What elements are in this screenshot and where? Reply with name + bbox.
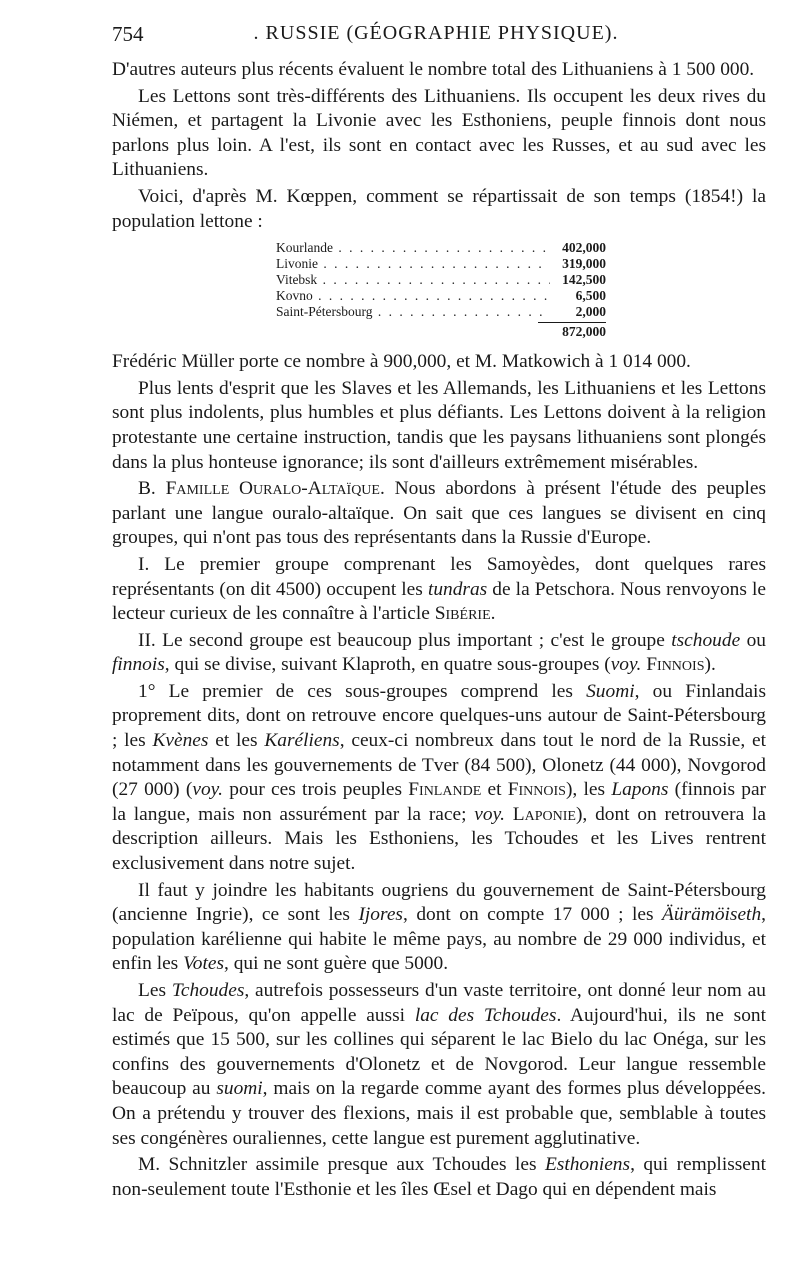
row-label: Vitebsk . . . — [276, 272, 550, 288]
row-value: 6,500 — [575, 288, 606, 304]
row-value: 142,500 — [562, 272, 606, 288]
table-row — [276, 304, 606, 320]
running-header — [112, 22, 760, 50]
text-body — [112, 58, 766, 1204]
population-table — [276, 240, 606, 340]
row-label: Kourlande . . . — [276, 240, 550, 256]
paragraph-ouralo-altaique: B. Famille Ouralo-Altaïque. Nous abordons à présent l'étude des peuples parlant une langue ouralo-altaïque. On sait que ces langues se divisent en cinq groupes, qui n'ont pas tous des représentants dans la Russie d'Europe. — [112, 478, 767, 549]
table-row — [276, 288, 606, 304]
paragraph-character: Plus lents d'esprit que les Slaves et les Allemands, les Lithuaniens et les Lettons sont plus indolents, plus humbles et plus défiants. Les Lettons doivent à la religion protestante une certaine instruction, tandis que les paysans lithuaniens sont plongés dans la plus honteuse ignorance; ils sont d'ailleurs extrêmement misérables. — [112, 377, 766, 473]
paragraph-lithuanian-estimate: D'autres auteurs plus récents évaluent le nombre total des Lithuaniens à 1 500 000. — [112, 59, 755, 80]
paragraph-subgroup-one: 1° Le premier de ces sous-groupes comprend les Suomi, ou Finlandais proprement dits, dont on retrouve encore quelques-uns autour de Saint-Pétersbourg ; les Kvènes et les Karéliens, ceux-ci nombreux dans tout le nord de la Russie, et notamment dans les gouvernements de Tver (84 500), Olonetz (44 000), Novgorod (27 000) (voy. pour ces trois peuples Finlande et Finnois), les Lapons (finnois par la langue, mais non assurément par la race; voy. Laponie), dont on retrouvera la description ailleurs. Mais les Esthoniens, les Tchoudes et les Lives rentrent exclusivement dans notre sujet. — [112, 680, 767, 875]
table-total: 872,000 — [562, 324, 606, 340]
running-title: . RUSSIE (GÉOGRAPHIE PHYSIQUE). — [253, 22, 619, 44]
row-value: 2,000 — [575, 304, 606, 320]
paragraph-koeppen: Voici, d'après M. Kœppen, comment se répartissait de son temps (1854!) la population lettone : — [112, 185, 766, 232]
row-label: Livonie . . . — [276, 256, 550, 272]
paragraph-group-one: I. Le premier groupe comprenant les Samoyèdes, dont quelques rares représentants (on dit 4500) occupent les tundras de la Petschora. Nous renvoyons le lecteur curieux de les connaître à l'article Sibérie. — [112, 553, 766, 625]
table-row — [276, 256, 606, 272]
section-heading: B. Famille Ouralo-Altaïque. — [138, 478, 385, 500]
paragraph-schnitzler: M. Schnitzler assimile presque aux Tchoudes les Esthoniens, qui remplissent non-seulement toute l'Esthonie et les îles Œsel et Dago qui en dépendent mais — [112, 1154, 766, 1200]
page-number: 754 — [112, 22, 144, 46]
paragraph-ingrie: Il faut y joindre les habitants ougriens du gouvernement de Saint-Pétersbourg (ancienne Ingrie), ce sont les Ijores, dont on compte 17 000 ; les Äürämöiseth, population karélienne qui habite le même pays, au nombre de 29 000 individus, et enfin les Votes, qui ne sont guère que 5000. — [112, 879, 766, 975]
paragraph-group-two: II. Le second groupe est beaucoup plus important ; c'est le groupe tschoude ou finnois, qui se divise, suivant Klaproth, en quatre sous-groupes (voy. Finnois). — [112, 629, 766, 676]
row-value: 319,000 — [562, 256, 606, 272]
paragraph-muller: Frédéric Müller porte ce nombre à 900,000, et M. Matkowich à 1 014 000. — [112, 351, 691, 373]
row-label: Saint-Pétersbourg . . . — [276, 304, 550, 320]
paragraph-tchoudes: Les Tchoudes, autrefois possesseurs d'un vaste territoire, ont donné leur nom au lac de Peïpous, qu'on appelle aussi lac des Tchoudes. Aujourd'hui, ils ne sont estimés que 15 500, sur les collines qui séparent le lac Bielo du lac Onéga, sur les confins des gouvernements d'Olonetz et de Novgorod. Leur langue ressemble beaucoup au suomi, mais on la regarde comme ayant des formes plus développées. On a prétendu y trouver des flexions, mais il est probable que, semblable à toutes ses congénères ouraliennes, cette langue est purement agglutinative. — [112, 980, 766, 1149]
table-row — [276, 240, 606, 256]
row-value: 402,000 — [562, 240, 606, 256]
row-label: Kovno . . . — [276, 288, 550, 304]
paragraph-lettons: Les Lettons sont très-différents des Lithuaniens. Ils occupent les deux rives du Niémen, et partagent la Livonie avec les Esthoniens, peuple finnois dont nous parlons plus loin. A l'est, ils sont en contact avec les Russes, et au sud avec les Lithuaniens. — [112, 85, 766, 181]
table-row — [276, 272, 606, 288]
